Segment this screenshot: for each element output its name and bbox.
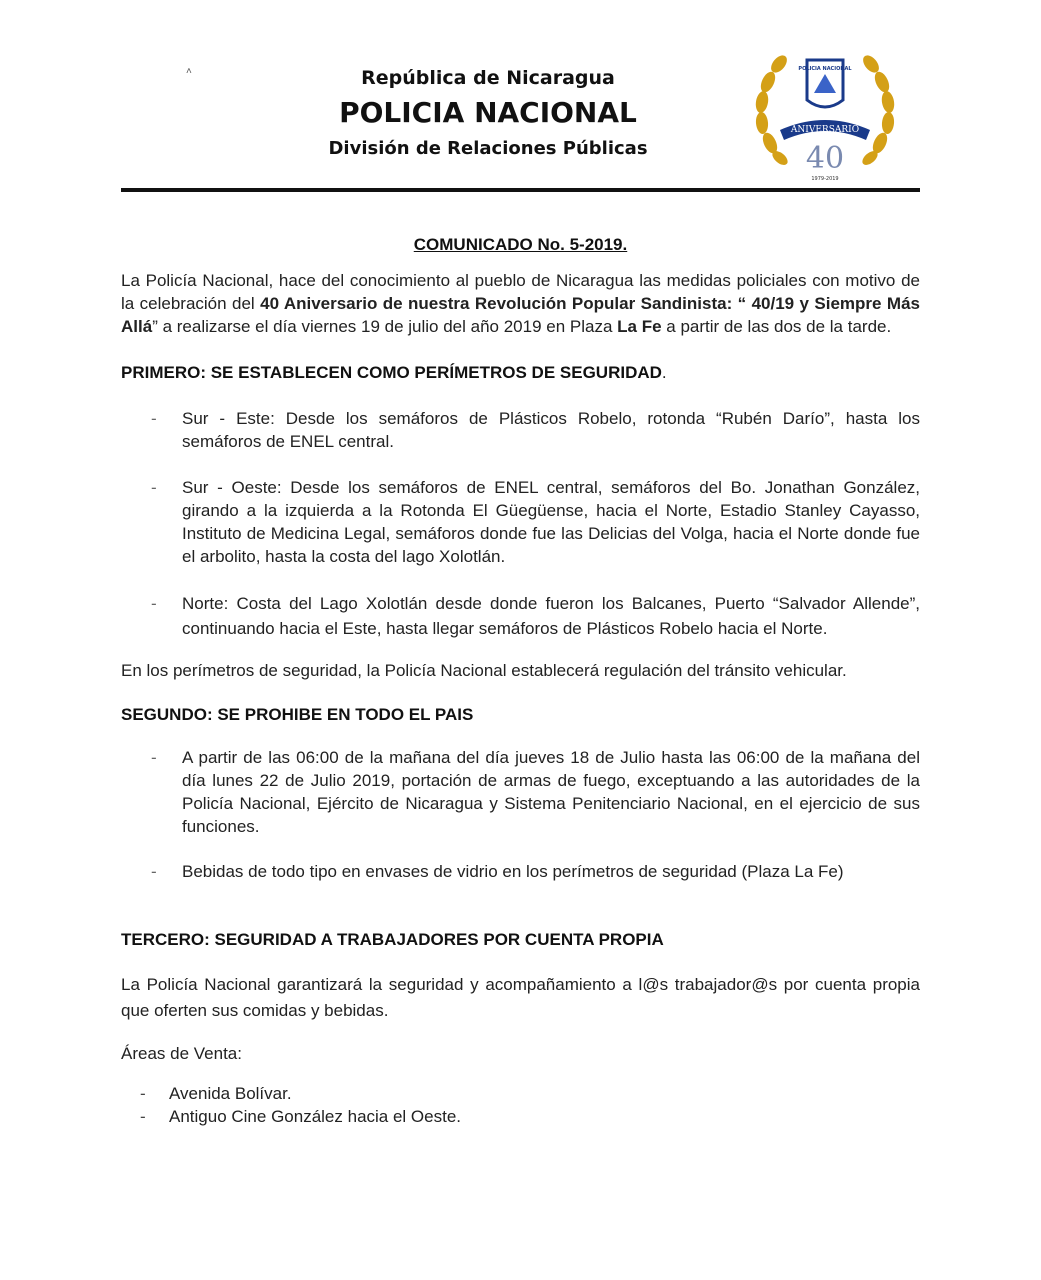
dash-marker: - [140,1107,146,1126]
header-mark: ˄ [186,66,192,77]
list-item [121,860,920,883]
section-heading-tercero: TERCERO: SEGURIDAD A TRABAJADORES POR CUENTA PROPIA [121,930,664,949]
intro-text-3: a partir de las dos de la tarde. [661,317,892,336]
list-item [121,407,920,453]
intro-paragraph [121,269,920,338]
header-country: República de Nicaragua [361,67,615,89]
laurel-left-icon [754,52,790,167]
dash-marker: - [151,862,157,881]
dash-marker: - [151,594,157,613]
list-item-text: Sur - Este: Desde los semáforos de Plásticos Robelo, rotonda “Rubén Darío”, hasta los semáforos de ENEL central. [182,409,920,451]
list-item-text: Bebidas de todo tipo en envases de vidrio en los perímetros de seguridad (Plaza La Fe) [182,862,844,881]
list-item-text: Antiguo Cine González hacia el Oeste. [169,1107,462,1126]
list-item-text: A partir de las 06:00 de la mañana del día jueves 18 de Julio hasta las 06:00 de la mañana del día lunes 22 de Julio 2019, portación de armas de fuego, exceptuando a las autoridades de la Policía Nacional, Ejército de Nicaragua y Sistema Penitenciario Nacional, en el ejercicio de sus funciones. [182,748,920,836]
areas-label: Áreas de Venta: [121,1044,242,1063]
list-item [121,1082,920,1105]
primero-heading-tail: . [661,363,667,382]
communique-title: COMUNICADO No. 5-2019. [413,235,628,254]
header-institution: POLICIA NACIONAL [339,96,637,129]
perimeter-note: En los perímetros de seguridad, la Policía Nacional establecerá regulación del tránsito vehicular. [121,661,847,680]
primero-heading-text: PRIMERO: SE ESTABLECEN COMO PERÍMETROS DE SEGURIDAD [121,363,662,382]
segundo-list [121,746,920,883]
laurel-right-icon [860,52,896,167]
areas-list [121,1082,920,1128]
tercero-paragraph: La Policía Nacional garantizará la seguridad y acompañamiento a l@s trabajador@s por cuenta propia que oferten sus comidas y bebidas. [121,975,920,1020]
primero-list [121,407,920,641]
list-item [121,476,920,568]
dash-marker: - [140,1084,146,1103]
dash-marker: - [151,409,157,428]
communique-body [121,233,920,1128]
dash-marker: - [151,748,157,767]
intro-bold-2: La Fe [617,317,662,336]
intro-bold-1: 40 Aniversario de nuestra Revolución Popular Sandinista: “ 40/19 y Siempre Más Allá [121,294,920,336]
header-division: División de Relaciones Públicas [328,138,648,159]
list-item [121,591,920,641]
section-heading-primero [121,361,920,384]
header-rule [121,188,920,192]
badge-text: POLICIA NACIONAL [798,66,852,72]
list-item [121,746,920,838]
anniversary-logo [752,48,898,188]
intro-text-2: ” a realizarse el día viernes 19 de julio del año 2019 en Plaza [152,317,618,336]
intro-text-1: La Policía Nacional, hace del conocimiento al pueblo de Nicaragua las medidas policiales con motivo de la celebración del [121,271,920,313]
list-item-text: Norte: Costa del Lago Xolotlán desde donde fueron los Balcanes, Puerto “Salvador Allende”, continuando hacia el Este, hasta llegar semáforos de Plásticos Robelo hacia el Norte. [182,594,920,638]
anniversary-years: 1979-2019 [811,176,839,182]
ribbon-text: ANIVERSARIO [790,125,860,135]
anniversary-number: 40 [805,141,845,176]
list-item-text: Sur - Oeste: Desde los semáforos de ENEL central, semáforos del Bo. Jonathan González, girando a la izquierda a la Rotonda El Güegüense, hacia el Norte, Estadio Stanley Cayasso, Instituto de Medicina Legal, semáforos donde fue las Delicias del Volga, hacia el Norte donde fue el arbolito, hasta la costa del lago Xolotlán. [182,478,920,566]
list-item-text: Avenida Bolívar. [169,1084,292,1103]
dash-marker: - [151,478,157,497]
section-heading-segundo: SEGUNDO: SE PROHIBE EN TODO EL PAIS [121,705,474,724]
list-item [121,1105,920,1128]
